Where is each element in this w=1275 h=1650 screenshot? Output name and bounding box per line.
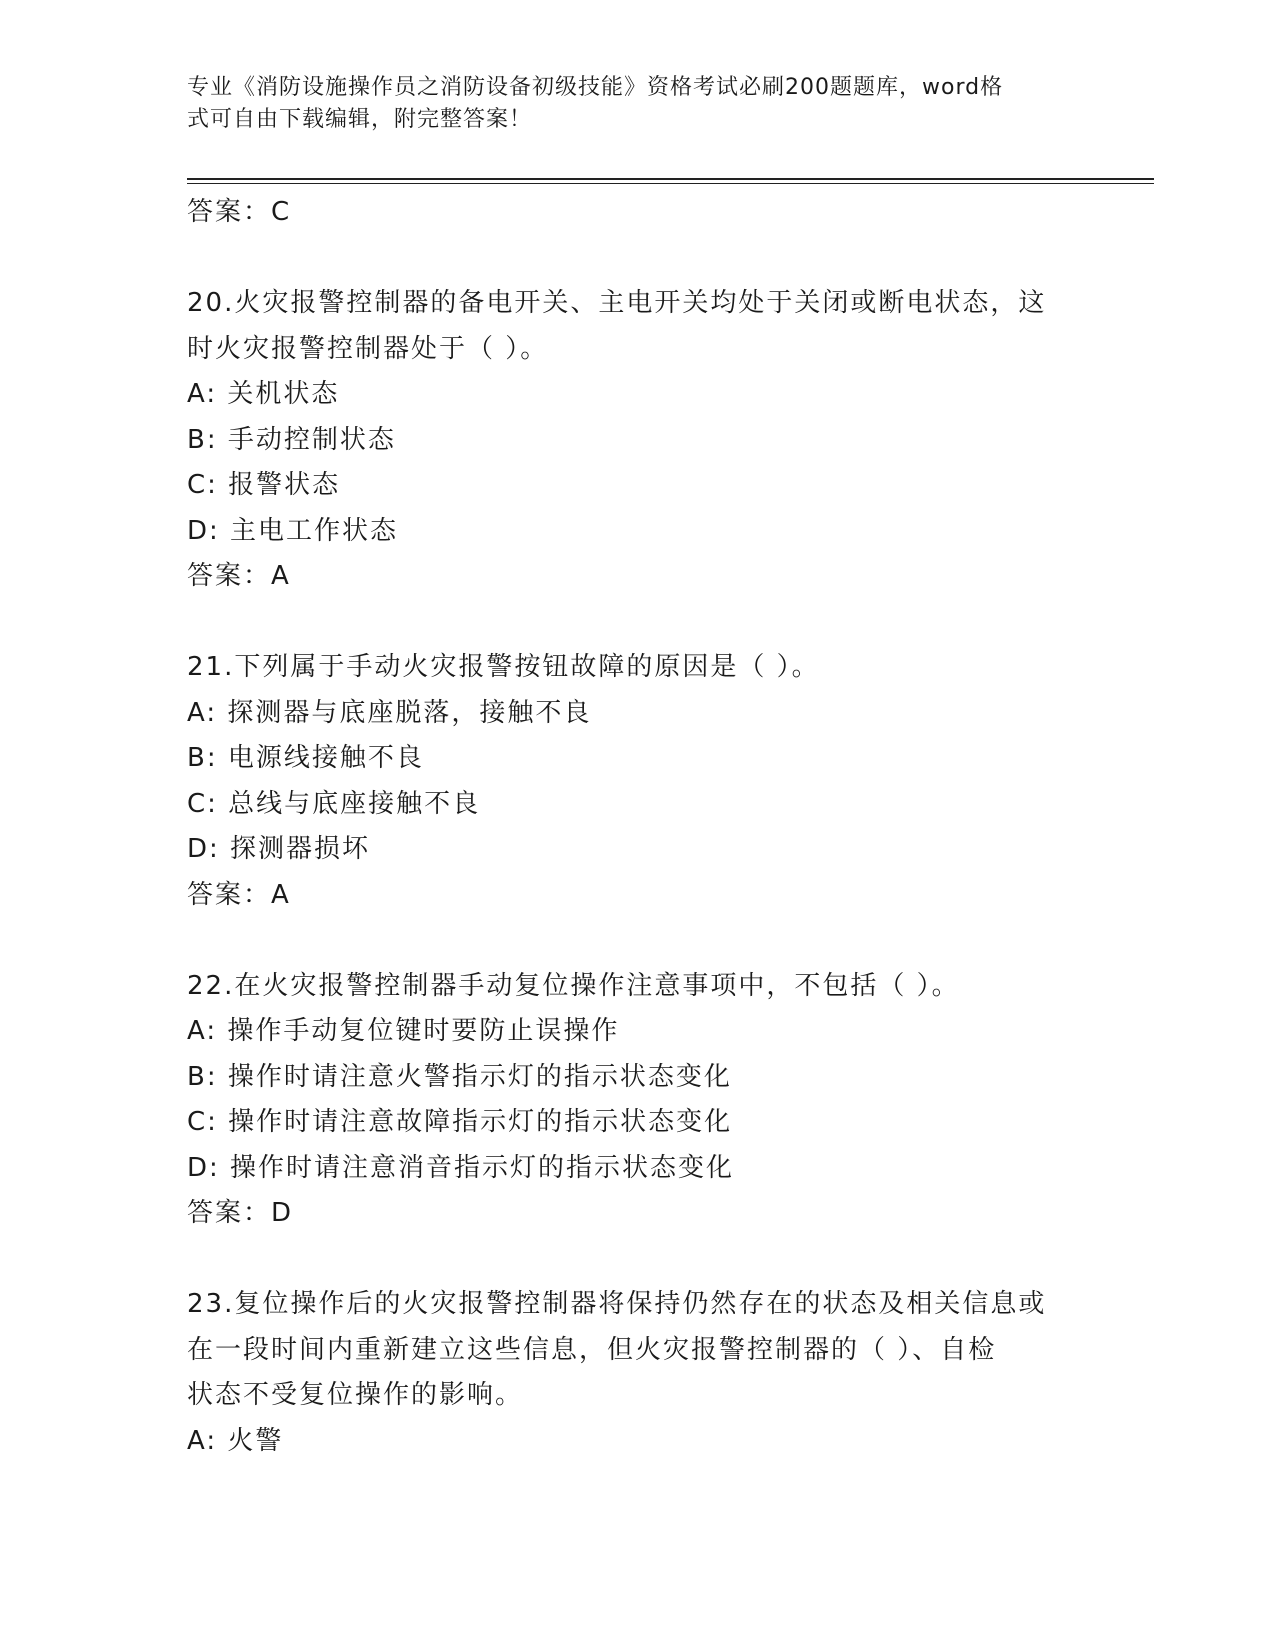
question-stem-line: 22.在火灾报警控制器手动复位操作注意事项中，不包括（ ）。: [187, 970, 960, 1001]
option-b: B: 手动控制状态: [187, 424, 396, 455]
option-b: B: 电源线接触不良: [187, 743, 424, 773]
question-stem-line: 时火灾报警控制器处于（ ）。: [187, 333, 549, 364]
header-line-2: 式可自由下载编辑，附完整答案！: [187, 107, 533, 132]
question-20: [187, 281, 1087, 600]
document-header: [187, 72, 1087, 136]
question-stem-line: 23.复位操作后的火灾报警控制器将保持仍然存在的状态及相关信息或: [187, 1289, 1047, 1319]
option-d: D: 主电工作状态: [187, 515, 399, 546]
option-d: D: 探测器损坏: [187, 834, 371, 864]
header-rule-thick: [187, 178, 1154, 180]
spacer: [187, 1237, 1087, 1283]
question-stem-line: 在一段时间内重新建立这些信息，但火灾报警控制器的（ ）、自检: [187, 1334, 997, 1365]
answer-line: 答案：D: [187, 1198, 294, 1228]
option-a: A: 操作手动复位键时要防止误操作: [187, 1016, 620, 1046]
question-stem-line: 21.下列属于手动火灾报警按钮故障的原因是（ ）。: [187, 652, 820, 682]
option-c: C: 报警状态: [187, 470, 341, 500]
question-stem-line: 20.火灾报警控制器的备电开关、主电开关均处于关闭或断电状态，这: [187, 288, 1047, 318]
header-line-1: 专业《消防设施操作员之消防设备初级技能》资格考试必刷200题题库，word格: [187, 75, 1004, 100]
option-d: D: 操作时请注意消音指示灯的指示状态变化: [187, 1152, 735, 1183]
answer-line: 答案：A: [187, 879, 291, 910]
header-rule-thin: [187, 183, 1154, 184]
option-a: A: 关机状态: [187, 379, 340, 409]
question-23: [187, 1282, 1087, 1464]
document-body: [187, 190, 1087, 1464]
spacer: [187, 918, 1087, 964]
option-c: C: 操作时请注意故障指示灯的指示状态变化: [187, 1107, 733, 1137]
answer-line: 答案：C: [187, 197, 292, 227]
answer-line: 答案：A: [187, 561, 291, 591]
question-stem-line: 状态不受复位操作的影响。: [187, 1380, 524, 1410]
spacer: [187, 236, 1087, 282]
question-22: [187, 964, 1087, 1237]
spacer: [187, 600, 1087, 646]
option-c: C: 总线与底座接触不良: [187, 788, 481, 819]
option-a: A: 探测器与底座脱落，接触不良: [187, 697, 592, 728]
option-b: B: 操作时请注意火警指示灯的指示状态变化: [187, 1061, 732, 1092]
question-21: [187, 645, 1087, 918]
option-a: A: 火警: [187, 1425, 284, 1456]
